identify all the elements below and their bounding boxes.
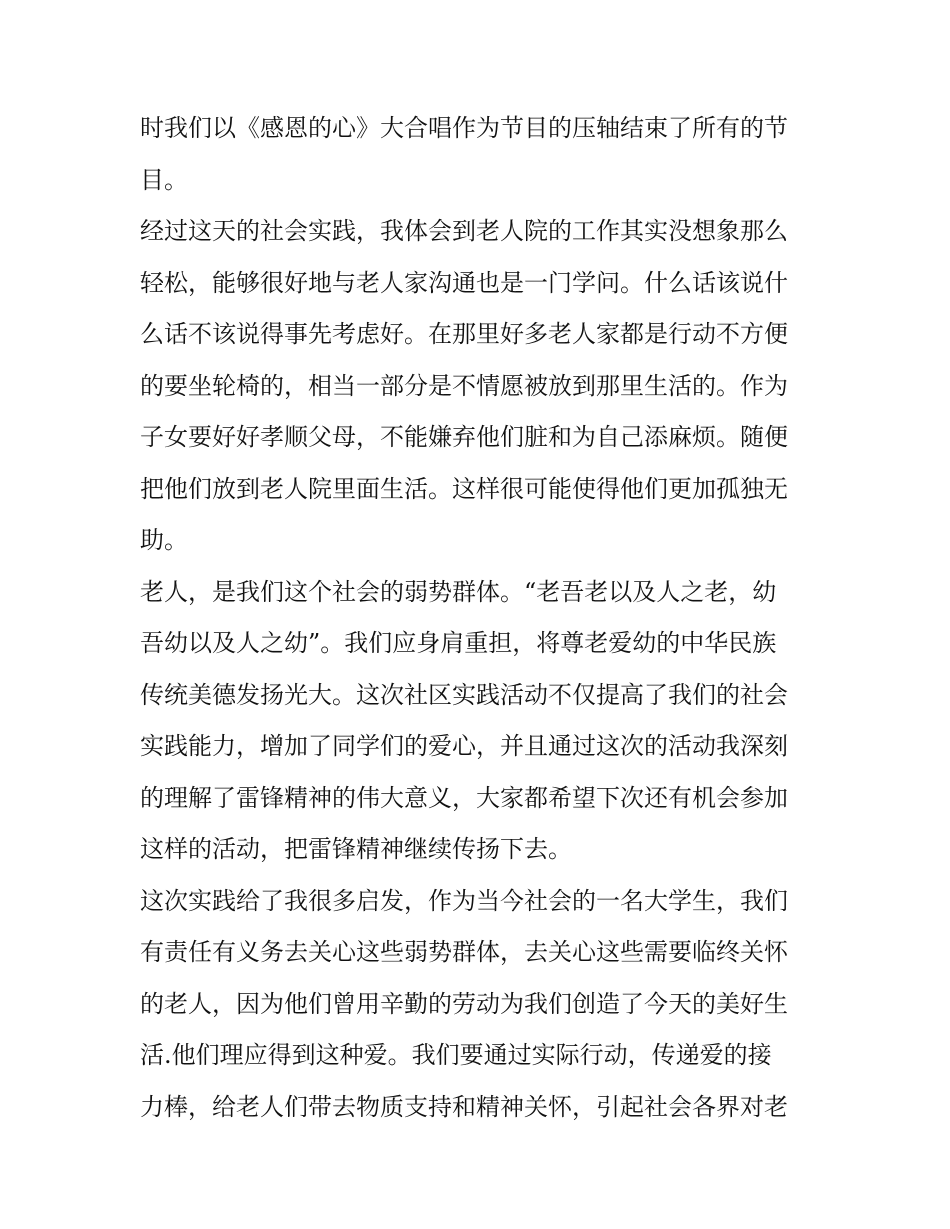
text-line-11: 吾幼以及人之幼”。我们应身肩重担，将尊老爱幼的中华民族 (140, 629, 777, 657)
body-text (140, 103, 820, 1133)
text-line-17: 有责任有义务去关心这些弱势群体，去关心这些需要临终关怀 (140, 938, 788, 966)
text-line-1: 时我们以《感恩的心》大合唱作为节目的压轴结束了所有的节 (140, 114, 788, 142)
text-line-20: 力棒，给老人们带去物质支持和精神关怀，引起社会各界对老 (140, 1092, 788, 1121)
text-line-16: 这次实践给了我很多启发，作为当今社会的一名大学生，我们 (140, 886, 788, 915)
text-line-18: 的老人，因为他们曾用辛勤的劳动为我们创造了今天的美好生 (140, 989, 788, 1018)
text-line-6: 的要坐轮椅的，相当一部分是不情愿被放到那里生活的。作为 (140, 371, 788, 400)
text-line-4: 轻松，能够很好地与老人家沟通也是一门学问。什么话该说什 (140, 268, 788, 297)
text-line-12: 传统美德发扬光大。这次社区实践活动不仅提高了我们的社会 (140, 680, 788, 709)
text-line-9: 助。 (140, 526, 188, 554)
text-line-5: 么话不该说得事先考虑好。在那里好多老人家都是行动不方便 (140, 320, 788, 348)
text-line-3: 经过这天的社会实践，我体会到老人院的工作其实没想象那么 (140, 217, 788, 245)
text-line-15: 这样的活动，把雷锋精神继续传扬下去。 (140, 835, 572, 863)
text-line-7: 子女要好好孝顺父母，不能嫌弃他们脏和为自己添麻烦。随便 (140, 423, 788, 451)
text-line-13: 实践能力，增加了同学们的爱心，并且通过这次的活动我深刻 (140, 732, 788, 760)
text-line-10: 老人，是我们这个社会的弱势群体。“老吾老以及人之老，幼 (140, 577, 777, 606)
text-line-8: 把他们放到老人院里面生活。这样很可能使得他们更加孤独无 (140, 474, 788, 503)
text-line-19: 活.他们理应得到这种爱。我们要通过实际行动，传递爱的接 (140, 1041, 772, 1069)
text-line-2: 目。 (140, 165, 188, 194)
text-line-14: 的理解了雷锋精神的伟大意义，大家都希望下次还有机会参加 (140, 783, 788, 812)
